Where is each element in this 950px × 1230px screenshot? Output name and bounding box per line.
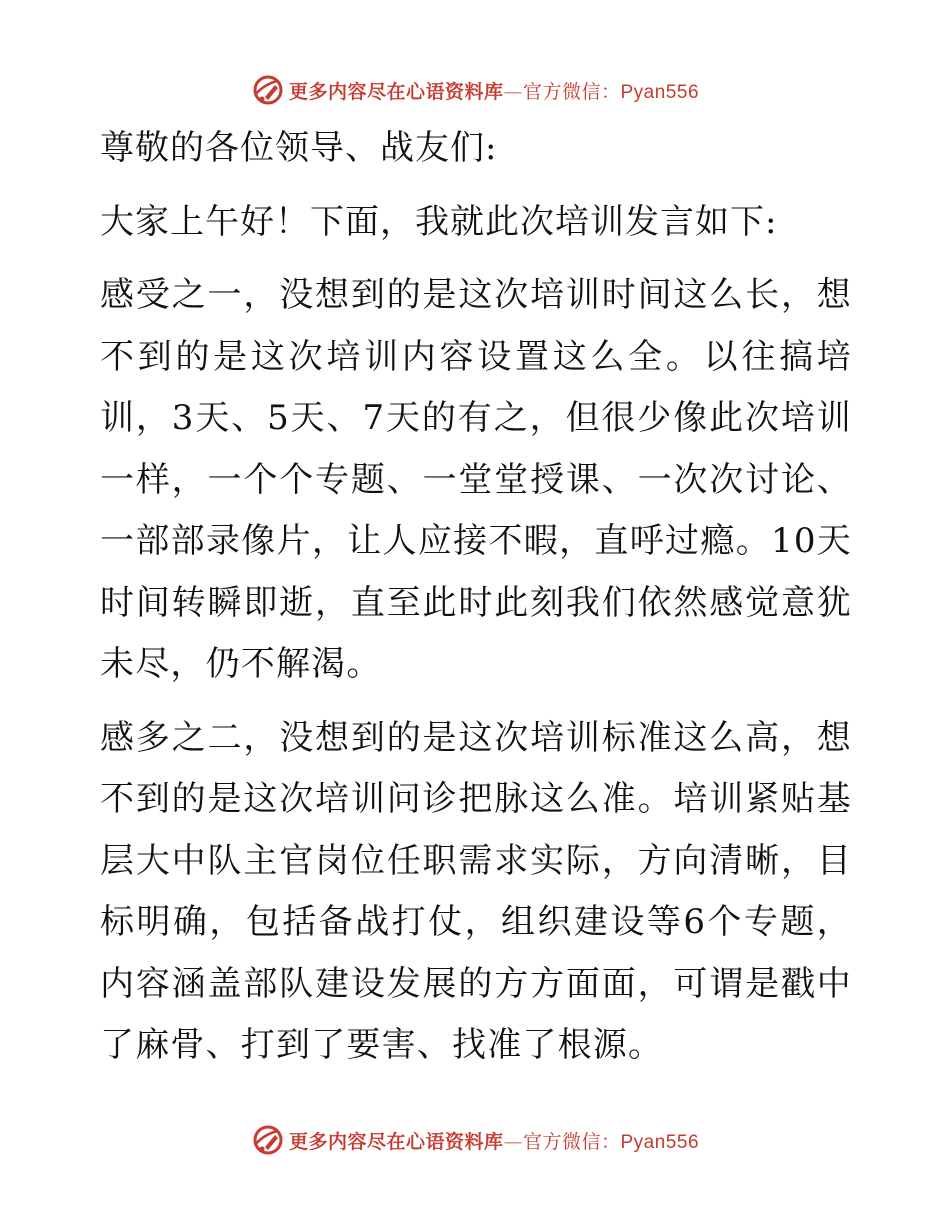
pen-logo-icon [251, 1123, 285, 1157]
document-body [100, 118, 852, 1077]
watermark-separator: — [503, 1130, 523, 1153]
watermark-main: 更多内容尽在心语资料库 [288, 80, 504, 103]
watermark-main: 更多内容尽在心语资料库 [288, 1130, 504, 1153]
pen-logo-icon [251, 73, 285, 107]
watermark-separator: — [503, 80, 523, 103]
greeting: 大家上午好！下面，我就此次培训发言如下: [100, 201, 778, 242]
watermark-wechat-id: Pyan556 [620, 1131, 700, 1153]
paragraph-feeling-one: 感受之一，没想到的是这次培训时间这么长，想不到的是这次培训内容设置这么全。以往搞培训，3天、5天、7天的有之，但很少像此次培训一样，一个个专题、一堂堂授课、一次次讨论、一部部录像片，让人应接不暇，直呼过瘾。10天时间转瞬即逝，直至此时此刻我们依然感觉意犹未尽，仍不解渴。 [100, 275, 852, 684]
paragraph-feeling-two: 感多之二，没想到的是这次培训标准这么高，想不到的是这次培训问诊把脉这么准。培训紧贴基层大中队主官岗位任职需求实际，方向清晰，目标明确，包括备战打仗，组织建设等6个专题，内容涵盖部队建设发展的方方面面，可谓是戳中了麻骨、打到了要害、找准了根源。 [100, 717, 852, 1065]
salutation: 尊敬的各位领导、战友们: [100, 128, 498, 168]
watermark-text [289, 77, 699, 104]
watermark-wechat-label: 官方微信： [522, 1130, 621, 1153]
watermark-text [289, 1127, 699, 1154]
header-watermark [0, 70, 950, 110]
watermark-wechat-label: 官方微信： [522, 80, 621, 103]
footer-watermark [0, 1120, 950, 1160]
watermark-wechat-id: Pyan556 [620, 81, 700, 103]
